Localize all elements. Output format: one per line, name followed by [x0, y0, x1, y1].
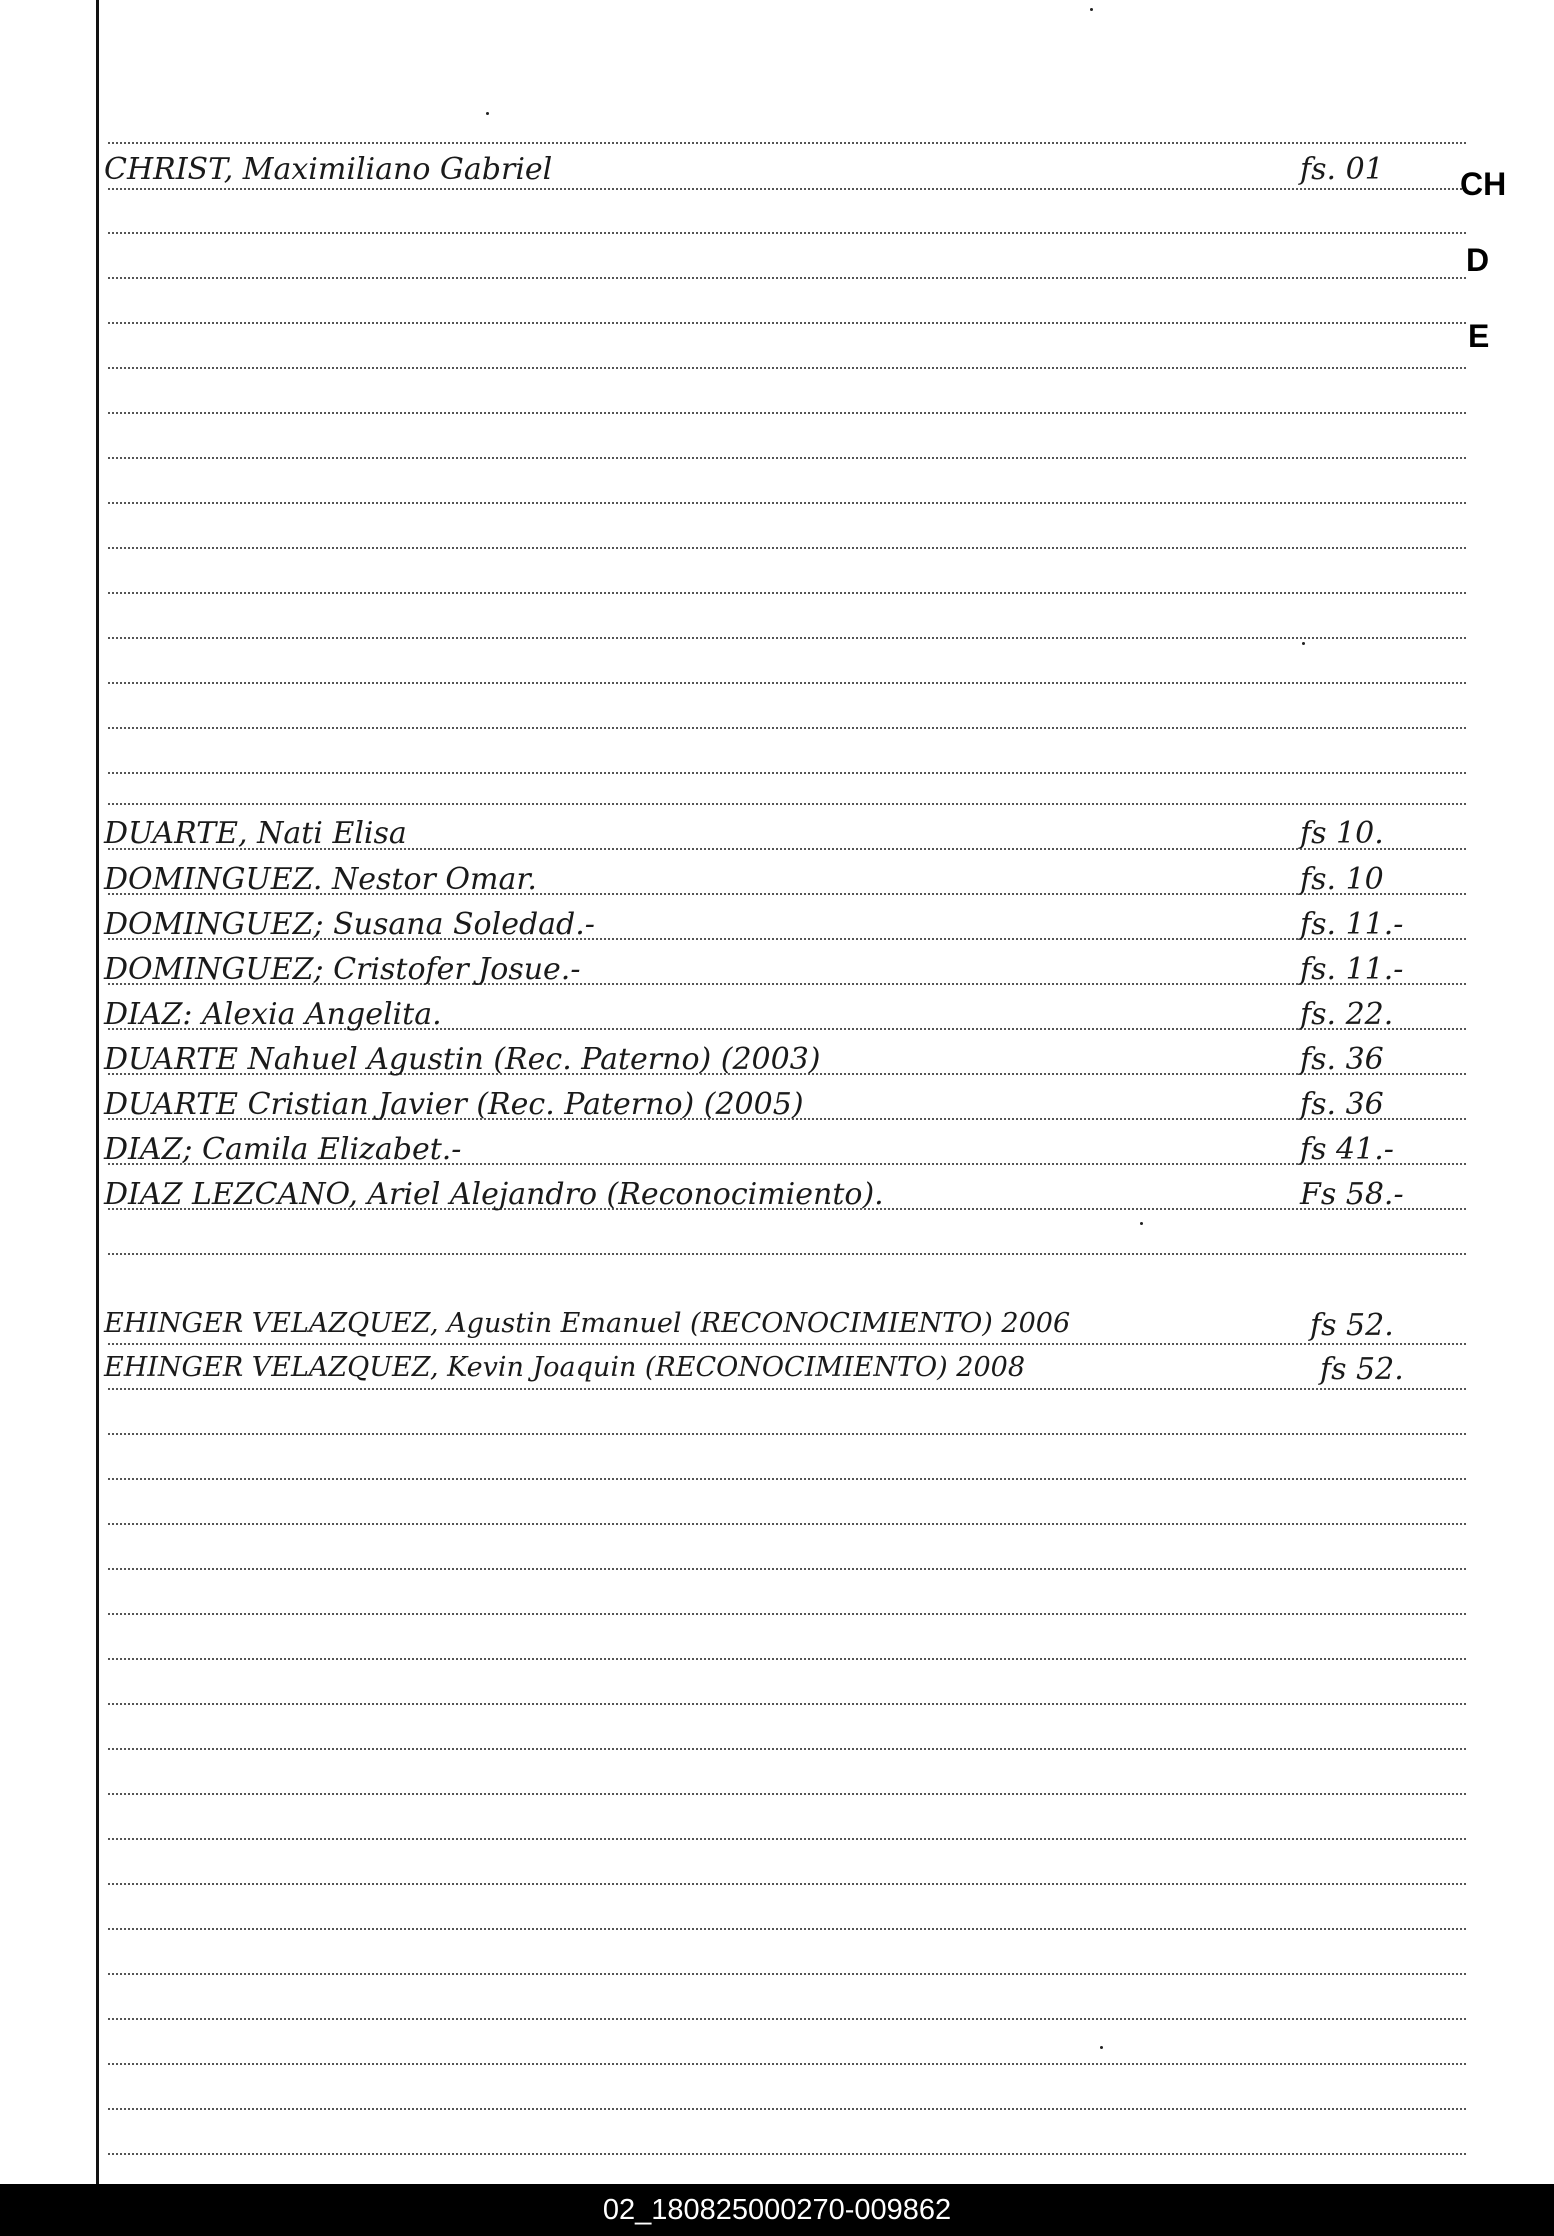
scan-speck	[1090, 8, 1093, 11]
entry-name: DOMINGUEZ; Cristofer Josue.-	[104, 952, 581, 987]
ruled-line	[108, 2153, 1466, 2155]
ruled-line	[108, 682, 1466, 684]
ruled-line	[108, 1883, 1466, 1885]
ruled-line	[108, 547, 1466, 549]
entry-name: DUARTE, Nati Elisa	[104, 816, 407, 851]
entry-name: DIAZ: Alexia Angelita.	[104, 997, 442, 1032]
ruled-line	[108, 412, 1466, 414]
ruled-line	[108, 772, 1466, 774]
ruled-line	[108, 188, 1466, 190]
entry-folio: fs 41.-	[1300, 1132, 1394, 1167]
ruled-line	[108, 1478, 1466, 1480]
entry-folio: fs. 36	[1300, 1087, 1384, 1122]
entry-folio: fs. 36	[1300, 1042, 1384, 1077]
ruled-line	[108, 142, 1466, 144]
entry-name: DIAZ; Camila Elizabet.-	[104, 1132, 462, 1167]
ruled-line	[108, 2063, 1466, 2065]
ruled-line	[108, 592, 1466, 594]
ruled-line	[108, 502, 1466, 504]
entry-name: DIAZ LEZCANO, Ariel Alejandro (Reconocimiento).	[104, 1177, 884, 1212]
entry-folio: Fs 58.-	[1300, 1177, 1404, 1212]
entry-folio: fs. 11.-	[1300, 952, 1404, 987]
ruled-line	[108, 1523, 1466, 1525]
ruled-line	[108, 1388, 1466, 1390]
entry-folio: fs 10.	[1300, 816, 1384, 851]
ruled-line	[108, 1613, 1466, 1615]
index-letter-d: D	[1466, 242, 1490, 278]
entry-folio: fs. 22.	[1300, 997, 1394, 1032]
entry-folio: fs 52.	[1310, 1308, 1394, 1343]
entry-folio: fs. 11.-	[1300, 907, 1404, 942]
ruled-line	[108, 277, 1466, 279]
entry-folio: fs. 10	[1300, 862, 1384, 897]
ruled-line	[108, 457, 1466, 459]
scan-speck	[486, 112, 489, 115]
ruled-line	[108, 1838, 1466, 1840]
ruled-line	[108, 1568, 1466, 1570]
ruled-line	[108, 1433, 1466, 1435]
entry-folio: fs. 01	[1300, 152, 1384, 187]
ruled-line	[108, 727, 1466, 729]
ruled-line	[108, 1253, 1466, 1255]
ruled-line	[108, 803, 1466, 805]
ruled-line	[108, 2018, 1466, 2020]
entry-name: EHINGER VELAZQUEZ, Kevin Joaquin (RECONOCIMIENTO) 2008	[104, 1352, 1025, 1383]
ruled-line	[108, 1793, 1466, 1795]
ruled-line	[108, 1748, 1466, 1750]
ruled-line	[108, 1973, 1466, 1975]
scan-speck	[1100, 2046, 1103, 2049]
ruled-line	[108, 1928, 1466, 1930]
entry-name: DOMINGUEZ; Susana Soledad.-	[104, 907, 595, 942]
margin-rule	[96, 0, 99, 2184]
entry-name: DUARTE Nahuel Agustin (Rec. Paterno) (2003)	[104, 1042, 821, 1077]
scan-speck	[1140, 1222, 1143, 1225]
scan-speck	[1302, 642, 1305, 645]
entry-name: DUARTE Cristian Javier (Rec. Paterno) (2005)	[104, 1087, 804, 1122]
ruled-line	[108, 2108, 1466, 2110]
index-letter-e: E	[1468, 318, 1490, 354]
ruled-line	[108, 1703, 1466, 1705]
index-letter-ch: CH	[1460, 166, 1507, 202]
entry-name: EHINGER VELAZQUEZ, Agustin Emanuel (RECONOCIMIENTO) 2006	[104, 1308, 1071, 1339]
scan-id-footer: 02_180825000270-009862	[0, 2184, 1554, 2236]
ruled-line	[108, 367, 1466, 369]
entry-name: DOMINGUEZ. Nestor Omar.	[104, 862, 537, 897]
ruled-line	[108, 232, 1466, 234]
ruled-line	[108, 637, 1466, 639]
entry-name: CHRIST, Maximiliano Gabriel	[104, 152, 553, 187]
entry-folio: fs 52.	[1320, 1352, 1404, 1387]
ruled-line	[108, 1343, 1466, 1345]
ruled-line	[108, 1658, 1466, 1660]
ruled-line	[108, 322, 1466, 324]
